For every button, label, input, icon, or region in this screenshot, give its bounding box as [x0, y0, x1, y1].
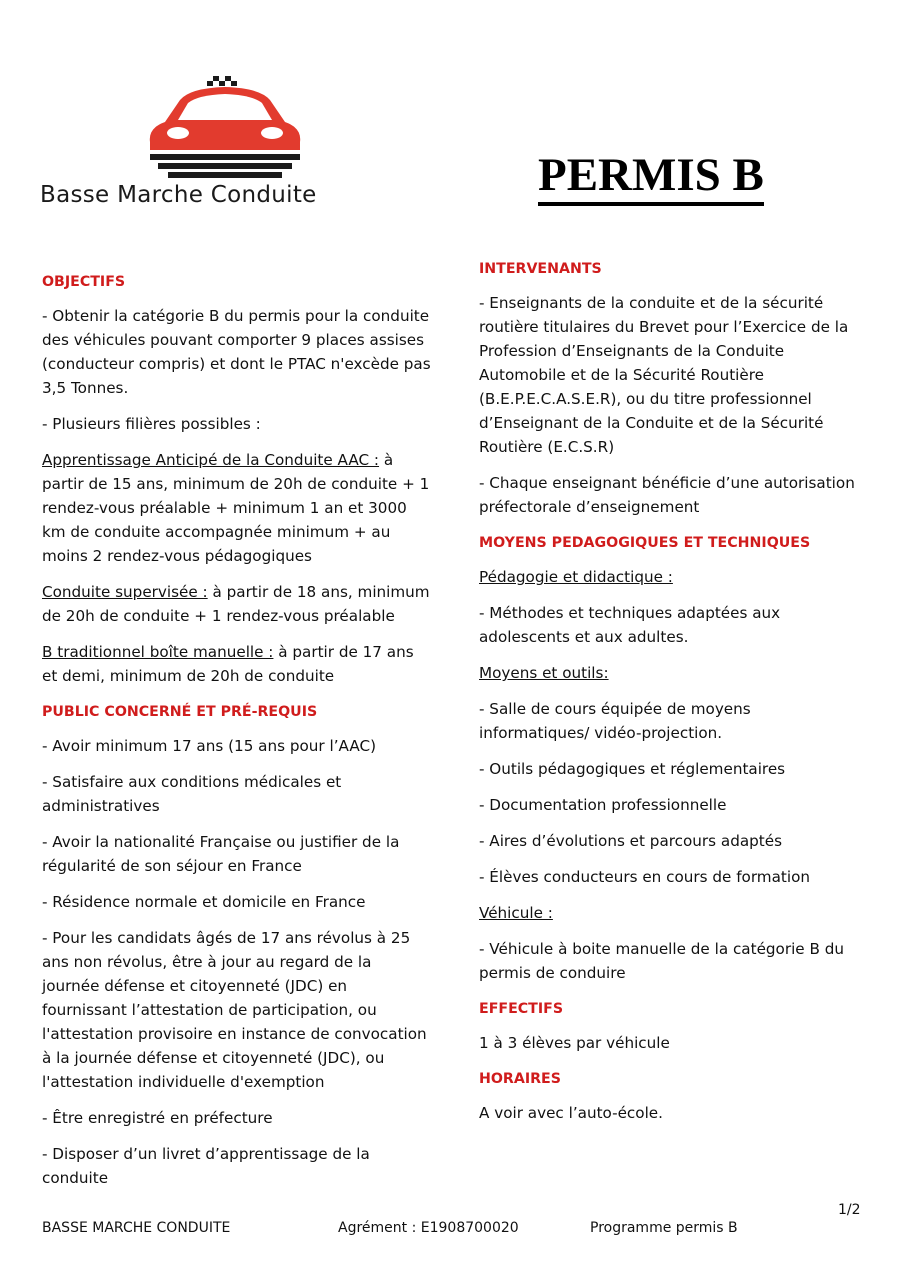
- public-item: - Satisfaire aux conditions médicales et administratives: [42, 773, 342, 815]
- objectifs-paragraph: - Obtenir la catégorie B du permis pour la conduite des véhicules pouvant comporter 9 places assises (conducteur compris) et dont le PTAC n'excède pas 3,5 Tonnes.: [42, 307, 431, 397]
- company-logo-text: Basse Marche Conduite: [40, 182, 317, 208]
- outils-item: - Outils pédagogiques et réglementaires: [479, 760, 786, 778]
- autorisation-paragraph: - Chaque enseignant bénéficie d’une autorisation préfectorale d’enseignement: [479, 474, 855, 516]
- page-title: PERMIS B: [538, 148, 764, 206]
- outils-item: - Salle de cours équipée de moyens informatiques/ vidéo-projection.: [479, 700, 751, 742]
- filieres-paragraph: - Plusieurs filières possibles :: [42, 415, 261, 433]
- traditionnel-label: B traditionnel boîte manuelle :: [42, 643, 274, 661]
- vehicule-paragraph: - Véhicule à boite manuelle de la catégorie B du permis de conduire: [479, 940, 844, 982]
- public-item: - Avoir la nationalité Française ou justifier de la régularité de son séjour en France: [42, 833, 400, 875]
- pedagogie-label: Pédagogie et didactique :: [479, 568, 673, 586]
- outils-item: - Élèves conducteurs en cours de formation: [479, 868, 811, 886]
- traditionnel-text: à partir de 17 ans et demi, minimum de 20h de conduite: [42, 643, 414, 685]
- supervisee-paragraph: [42, 580, 432, 628]
- pedagogie-paragraph: - Méthodes et techniques adaptées aux adolescents et aux adultes.: [479, 604, 781, 646]
- outils-item: - Documentation professionnelle: [479, 796, 727, 814]
- public-item: - Disposer d’un livret d’apprentissage de la conduite: [42, 1145, 370, 1187]
- intervenants-paragraph: - Enseignants de la conduite et de la sécurité routière titulaires du Brevet pour l’Exercice de la Profession d’Enseignants de la Conduite Automobile et de la Sécurité Routière (B.E.P.E.C.A.S.E.R), ou du titre professionnel d’Enseignant de la Conduite et de la Sécurité Routière (E.C.S.R): [479, 294, 849, 456]
- aac-text: à partir de 15 ans, minimum de 20h de conduite + 1 rendez-vous préalable + minimum 1 an et 3000 km de conduite accompagnée minimum + au moins 2 rendez-vous pédagogiques: [42, 451, 430, 565]
- footer-company: BASSE MARCHE CONDUITE: [42, 1220, 231, 1236]
- supervisee-label: Conduite supervisée :: [42, 583, 208, 601]
- public-item: - Résidence normale et domicile en France: [42, 893, 366, 911]
- intervenants-heading: INTERVENANTS: [479, 261, 602, 277]
- right-column: [479, 257, 859, 1137]
- car-icon: [140, 70, 310, 185]
- public-item: - Pour les candidats âgés de 17 ans révolus à 25 ans non révolus, être à jour au regard de la journée défense et citoyenneté (JDC) en fournissant l’attestation de participation, ou l'attestation provisoire en instance de convocation à la journée défense et citoyenneté (JDC), ou l'attestation individuelle d'exemption: [42, 929, 427, 1091]
- page-number: 1/2: [838, 1202, 861, 1218]
- company-logo: [40, 70, 420, 220]
- horaires-heading: HORAIRES: [479, 1071, 561, 1087]
- public-heading: PUBLIC CONCERNÉ ET PRÉ-REQUIS: [42, 704, 318, 720]
- horaires-text: A voir avec l’auto-école.: [479, 1104, 663, 1122]
- public-item: - Avoir minimum 17 ans (15 ans pour l’AAC): [42, 737, 376, 755]
- public-item: - Être enregistré en préfecture: [42, 1109, 273, 1127]
- moyens-heading: MOYENS PEDAGOGIQUES ET TECHNIQUES: [479, 535, 811, 551]
- outils-label: Moyens et outils:: [479, 664, 609, 682]
- effectifs-text: 1 à 3 élèves par véhicule: [479, 1034, 670, 1052]
- aac-paragraph: [42, 448, 432, 568]
- vehicule-label: Véhicule :: [479, 904, 553, 922]
- supervisee-text: à partir de 18 ans, minimum de 20h de conduite + 1 rendez-vous préalable: [42, 583, 430, 625]
- traditionnel-paragraph: [42, 640, 432, 688]
- objectifs-heading: OBJECTIFS: [42, 274, 126, 290]
- effectifs-heading: EFFECTIFS: [479, 1001, 564, 1017]
- left-column: [42, 270, 432, 1202]
- aac-label: Apprentissage Anticipé de la Conduite AAC :: [42, 451, 380, 469]
- footer-agrement: Agrément : E1908700020: [338, 1220, 519, 1236]
- outils-item: - Aires d’évolutions et parcours adaptés: [479, 832, 783, 850]
- footer-programme: Programme permis B: [590, 1220, 738, 1236]
